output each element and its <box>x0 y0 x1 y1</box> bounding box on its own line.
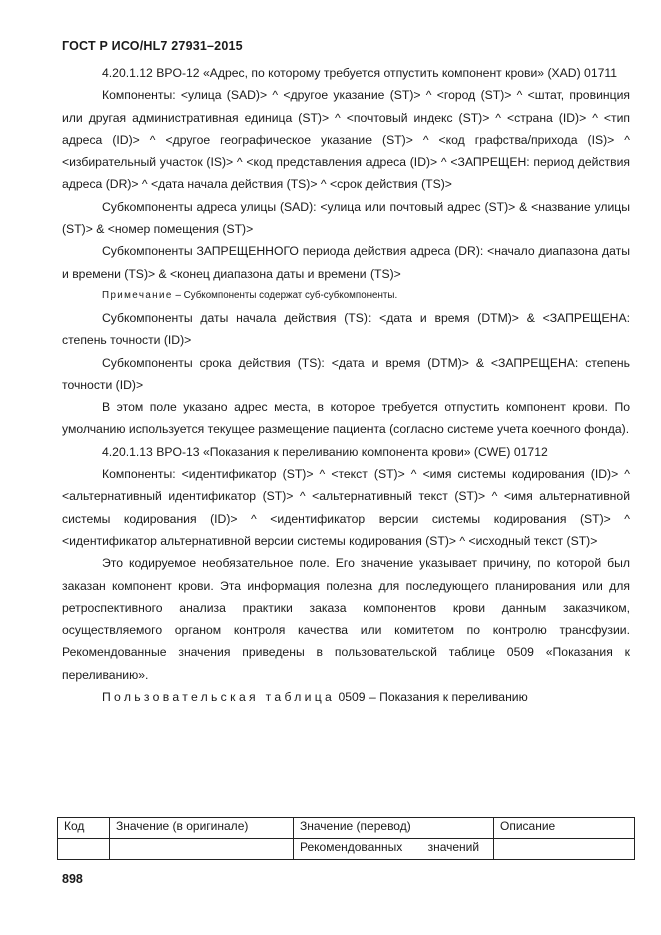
section-heading-4-20-1-12: 4.20.1.12 BPO-12 «Адрес, по которому требуется отпустить компонент крови» (XAD) 01711 <box>102 66 618 80</box>
table-header-row <box>58 818 635 839</box>
page-number: 898 <box>62 872 83 886</box>
note-text: – Субкомпоненты содержат суб-субкомпоненты. <box>172 289 398 301</box>
table-caption-label: Пользовательская таблица <box>102 690 336 705</box>
table-caption-title: 0509 – Показания к переливанию <box>335 690 528 705</box>
table-cell-description <box>494 839 635 860</box>
paragraph-components-cwe: Компоненты: <идентификатор (ST)> ^ <текст (ST)> ^ <имя системы кодирования (ID)> ^ <альтернативный идентификатор (ST)> ^ <альтернативный текст (ST)> ^ <имя альтернативной системы кодирования (ID)> ^ <идентификатор версии системы кодирования (ST)> ^ <идентификатор альтернативной версии системы кодирования (ST)> ^ <исходный текст (ST)> <box>62 467 630 548</box>
paragraph-field-description-indication: Это кодируемое необязательное поле. Его значение указывает причину, по которой был заказан компонент крови. Эта информация полезна для последующего планирования или для ретроспективного анализа практики заказа компонентов крови данным заказчиком, осуществляемого органом контроля качества или комитетом по контролю трансфузии. Рекомендованные значения приведены в пользовательской таблице 0509 «Показания к переливанию». <box>62 556 630 682</box>
column-header-original-value: Значение (в оригинале) <box>110 818 294 839</box>
column-header-code: Код <box>58 818 110 839</box>
document-body <box>62 62 630 708</box>
document-header: ГОСТ Р ИСО/HL7 27931–2015 <box>62 39 243 53</box>
column-header-description: Описание <box>494 818 635 839</box>
table-cell-code <box>58 839 110 860</box>
paragraph-subcomponents-start-date: Субкомпоненты даты начала действия (TS): <дата и время (DTM)> & <ЗАПРЕЩЕНА: степень точности (ID)> <box>62 310 630 348</box>
paragraph-components-xad: Компоненты: <улица (SAD)> ^ <другое указание (ST)> ^ <город (ST)> ^ <штат, провинция или другая административная единица (ST)> ^ <почтовый индекс (ST)> ^ <страна (ID)> ^ <тип адреса (ID)> ^ <другое географическое указание (ST)> ^ <код графства/прихода (IS)> ^ <избирательный участок (IS)> ^ <код представления адреса (ID)> ^ <ЗАПРЕЩЕН: период действия адреса (DR)> ^ <дата начала действия (TS)> ^ <срок действия (TS)> <box>62 88 630 192</box>
table-caption <box>62 686 630 708</box>
user-table-0509 <box>57 817 635 860</box>
note-label: Примечание <box>102 289 173 301</box>
paragraph-subcomponents-sad: Субкомпоненты адреса улицы (SAD): <улица или почтовый адрес (ST)> & <название улицы (ST)> & <номер помещения (ST)> <box>62 199 630 237</box>
column-header-translated-value: Значение (перевод) <box>294 818 494 839</box>
paragraph-subcomponents-dr: Субкомпоненты ЗАПРЕЩЕННОГО периода действия адреса (DR): <начало диапазона даты и времени (TS)> & <конец диапазона даты и времени (TS)> <box>62 244 630 281</box>
table-cell-translated-value: Рекомендованных значений <box>294 839 494 860</box>
paragraph-field-description-address: В этом поле указано адрес места, в которое требуется отпустить компонент крови. По умолчанию используется текущее размещение пациента (согласно системе учета коечного фонда). <box>62 400 630 437</box>
table-row <box>58 839 635 860</box>
table-cell-original-value <box>110 839 294 860</box>
section-heading-4-20-1-13: 4.20.1.13 BPO-13 «Показания к переливанию компонента крови» (CWE) 01712 <box>102 444 548 459</box>
note <box>62 285 630 307</box>
paragraph-subcomponents-expiry: Субкомпоненты срока действия (TS): <дата и время (DTM)> & <ЗАПРЕЩЕНА: степень точности (ID)> <box>62 355 630 392</box>
